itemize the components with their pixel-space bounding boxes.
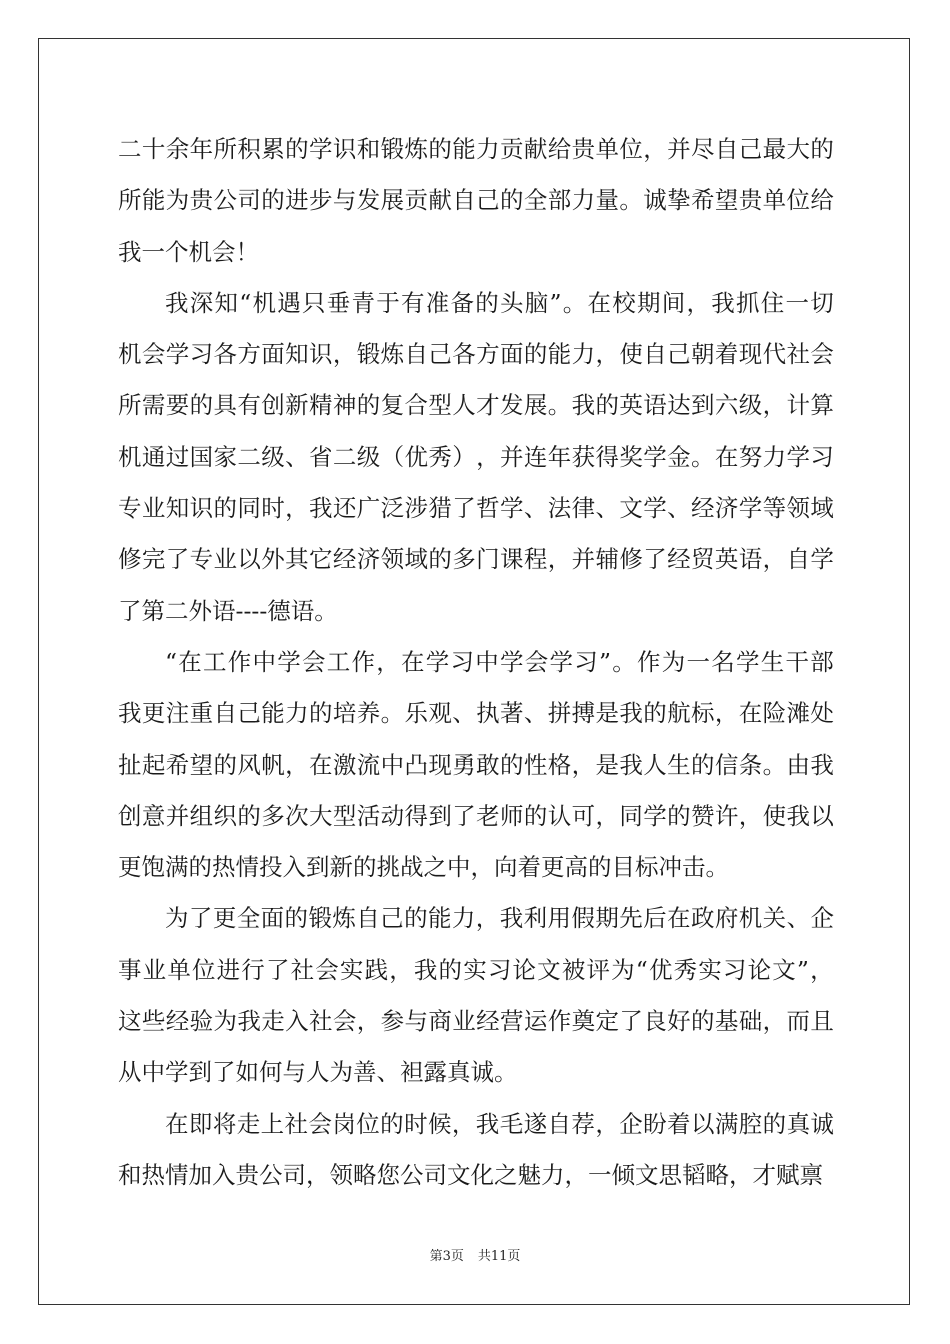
text-line: 所 需 要 的 具 有 创 新 精 神 的 复 合 型 人 才 发 展 。 我 的 英 语 达 到 六 级 ， 计 算 (118, 391, 834, 420)
text-line: 创 意 并 组 织 的 多 次 大 型 活 动 得 到 了 老 师 的 认 可 ， 同 学 的 赞 许 ， 使 我 以 (118, 801, 834, 830)
text-line: 所 能 为 贵 公 司 的 进 步 与 发 展 贡 献 自 己 的 全 部 力 量 。 诚 挚 希 望 贵 单 位 给 (118, 186, 834, 215)
text-line: 二 十 余 年 所 积 累 的 学 识 和 锻 炼 的 能 力 贡 献 给 贵 单 位 ， 并 尽 自 己 最 大 的 (118, 135, 834, 163)
paragraph (118, 1103, 834, 1206)
paragraph (118, 641, 834, 897)
text-line: 事 业 单 位 进 行 了 社 会 实 践 ， 我 的 实 习 论 文 被 评 为 “ 优 秀 实 习 论 文 ” ， (118, 955, 834, 984)
page-footer (0, 1245, 950, 1264)
document-body (118, 128, 834, 1205)
text-line: 和热情加入贵公司，领略您公司文化之魅力，一倾文思韬略，才赋禀 (118, 1160, 823, 1189)
text-line: 我 深 知 “ 机 遇 只 垂 青 于 有 准 备 的 头 脑 ” 。 在 校 期 间 ， 我 抓 住 一 切 (165, 288, 834, 317)
text-line: 扯 起 希 望 的 风 帆 ， 在 激 流 中 凸 现 勇 敢 的 性 格 ， 是 我 人 生 的 信 条 。 由 我 (118, 750, 834, 779)
page-number: 第3页 (429, 1249, 464, 1264)
text-line: 这 些 经 验 为 我 走 入 社 会 ， 参 与 商 业 经 营 运 作 奠 定 了 良 好 的 基 础 ， 而 且 (118, 1007, 834, 1036)
text-line: “ 在 工 作 中 学 会 工 作 ， 在 学 习 中 学 会 学 习 ” 。 作 为 一 名 学 生 干 部 (165, 647, 834, 676)
text-line: 了第二外语----德语。 (118, 596, 338, 625)
paragraph (118, 128, 834, 282)
text-line: 机 通 过 国 家 二 级 、 省 二 级 （ 优 秀 ） ， 并 连 年 获 得 奖 学 金 。 在 努 力 学 习 (118, 442, 834, 471)
paragraph (118, 282, 834, 641)
text-line: 我 更 注 重 自 己 能 力 的 培 养 。 乐 观 、 执 著 、 拼 搏 是 我 的 航 标 ， 在 险 滩 处 (118, 699, 834, 728)
text-line: 从中学到了如何与人为善、袒露真诚。 (118, 1058, 518, 1087)
paragraph (118, 897, 834, 1102)
text-line: 为 了 更 全 面 的 锻 炼 自 己 的 能 力 ， 我 利 用 假 期 先 后 在 政 府 机 关 、 企 (165, 904, 834, 933)
text-line: 在 即 将 走 上 社 会 岗 位 的 时 候 ， 我 毛 遂 自 荐 ， 企 盼 着 以 满 腔 的 真 诚 (165, 1109, 834, 1138)
text-line: 更饱满的热情投入到新的挑战之中，向着更高的目标冲击。 (118, 853, 729, 882)
page-total: 共11页 (477, 1249, 521, 1264)
text-line: 我一个机会！ (118, 237, 259, 266)
text-line: 修 完 了 专 业 以 外 其 它 经 济 领 域 的 多 门 课 程 ， 并 辅 修 了 经 贸 英 语 ， 自 学 (118, 545, 834, 574)
text-line: 专 业 知 识 的 同 时 ， 我 还 广 泛 涉 猎 了 哲 学 、 法 律 、 文 学 、 经 济 学 等 领 域 (118, 494, 834, 523)
text-line: 机 会 学 习 各 方 面 知 识 ， 锻 炼 自 己 各 方 面 的 能 力 ， 使 自 己 朝 着 现 代 社 会 (118, 340, 834, 369)
